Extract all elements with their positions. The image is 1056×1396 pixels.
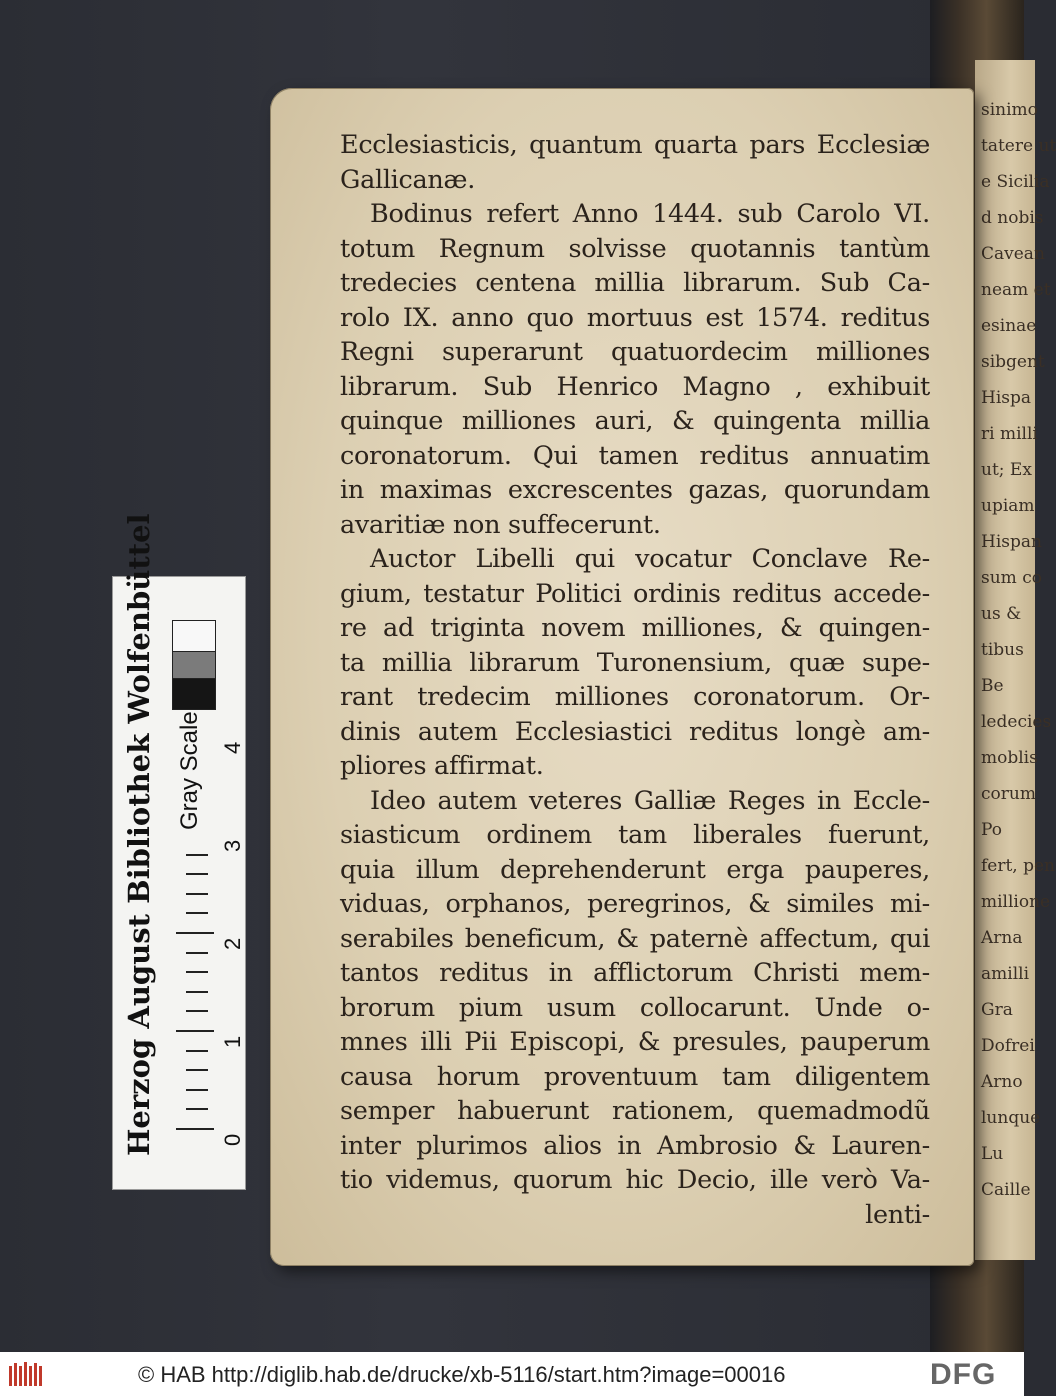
facing-page-fragment: amilli: [981, 964, 1030, 984]
gray-swatch-black: [172, 678, 216, 710]
text-line: quinque milliones auri, & quingenta millia: [340, 406, 930, 436]
facing-page-fragment: corum: [981, 784, 1036, 804]
text-line: gium, testatur Politici ordinis reditus accede-: [340, 578, 930, 609]
facing-page-fragment: Arno: [981, 1072, 1023, 1092]
facing-page-fragment: ut; Ex: [981, 460, 1032, 480]
ruler-tick: [176, 1128, 214, 1130]
facing-page-fragment: Be: [981, 676, 1004, 696]
facing-page-fragment: Cavean: [981, 244, 1045, 264]
ruler-number: 4: [220, 741, 245, 754]
facing-page-fragment: upiam: [981, 496, 1035, 516]
facing-page-fragment: sibgent: [981, 352, 1045, 372]
ruler-tick: [186, 893, 208, 895]
text-line: brorum pium usum collocarunt. Unde o-: [340, 992, 930, 1023]
facing-page-fragment: lunque: [981, 1108, 1041, 1128]
text-line: siasticum ordinem tam liberales fuerunt,: [340, 820, 930, 850]
text-line: Gallicanæ.: [340, 164, 476, 195]
text-line: Ecclesiasticis, quantum quarta pars Ecclesiæ: [340, 130, 930, 160]
facing-page-fragment: esinae: [981, 316, 1037, 336]
facing-page-fragment: tatere ut: [981, 136, 1056, 156]
footer-bar: [0, 1352, 1024, 1396]
text-line: inter plurimos alios in Ambrosio & Lauren-: [340, 1130, 930, 1161]
text-line: serabiles beneficum, & paternè affectum, qui: [340, 923, 930, 954]
text-line: coronatorum. Qui tamen reditus annuatim: [340, 440, 930, 471]
facing-page-fragment: Hispa: [981, 388, 1032, 408]
facing-page-fragment: tibus: [981, 640, 1024, 660]
text-line: quia illum deprehenderunt erga pauperes,: [340, 854, 930, 885]
ruler-tick: [186, 1089, 208, 1091]
text-line: causa horum proventuum tam diligentem: [340, 1061, 930, 1092]
facing-page-fragment: us &: [981, 604, 1022, 624]
ruler-number: 3: [220, 839, 245, 852]
text-line: librarum. Sub Henrico Magno , exhibuit: [340, 371, 930, 402]
ruler-tick: [186, 912, 208, 914]
text-line: Bodinus refert Anno 1444. sub Carolo VI.: [370, 199, 930, 229]
text-line: re ad triginta novem milliones, & quingen-: [340, 613, 930, 643]
facing-page-fragment: ledecies: [981, 712, 1052, 732]
facing-page: [975, 60, 1056, 1260]
copyright-url[interactable]: © HAB http://diglib.hab.de/drucke/xb-5116/start.htm?image=00016: [138, 1362, 786, 1387]
text-line: rant tredecim milliones coronatorum. Or-: [340, 682, 930, 712]
text-line: totum Regnum solvisse quotannis tantùm: [340, 233, 930, 264]
text-line: Auctor Libelli qui vocatur Conclave Re-: [370, 544, 930, 574]
facing-page-fragment: Hispan: [981, 532, 1042, 552]
facing-page-fragment: moblis: [981, 748, 1038, 768]
ruler-tick: [186, 952, 208, 954]
text-line: pliores affirmat.: [340, 751, 544, 781]
facing-page-fragment: Arna: [981, 928, 1023, 948]
text-line: tantos reditus in afflictorum Christi mem-: [340, 958, 930, 988]
gray-swatch-white: [172, 620, 216, 652]
text-line: rolo IX. anno quo mortuus est 1574. reditus: [340, 302, 930, 333]
ruler-number: 1: [220, 1035, 245, 1048]
ruler-tick: [186, 1108, 208, 1110]
ruler-number: 2: [220, 937, 245, 950]
dfg-logo: DFG: [930, 1358, 997, 1391]
ruler-number: 0: [220, 1133, 245, 1146]
ruler-tick: [186, 873, 208, 875]
ruler-tick: [186, 1050, 208, 1052]
facing-page-fragment: sinimo: [981, 100, 1038, 120]
facing-page-fragment: e Sicilia: [981, 172, 1050, 192]
page-text: [340, 128, 930, 1232]
ruler-tick: [176, 932, 214, 934]
ruler-tick: [186, 854, 208, 856]
catchword: lenti-: [865, 1199, 930, 1230]
library-logo-icon: [8, 1360, 44, 1388]
facing-page-fragment: Caille: [981, 1180, 1031, 1200]
gray-swatch-mid: [172, 651, 216, 679]
text-line: avaritiæ non suffecerunt.: [340, 509, 661, 540]
ruler-tick: [186, 1010, 208, 1012]
text-line: dinis autem Ecclesiastici reditus longè am-: [340, 716, 930, 747]
text-line: tio videmus, quorum hic Decio, ille verò Va-: [340, 1165, 930, 1195]
facing-page-fragment: neam et: [981, 280, 1051, 300]
ruler-tick: [176, 1030, 214, 1032]
facing-page-fragment: Po: [981, 820, 1002, 840]
facing-page-fragment: millione: [981, 892, 1051, 912]
facing-page-fragment: Gra: [981, 1000, 1013, 1020]
text-line: viduas, orphanos, peregrinos, & similes mi-: [340, 889, 930, 919]
text-line: Ideo autem veteres Galliæ Reges in Eccle-: [370, 785, 930, 816]
text-line: in maximas excrescentes gazas, quorundam: [340, 475, 930, 505]
ruler-tick: [186, 971, 208, 973]
facing-page-fragment: fert, pen: [981, 856, 1056, 876]
scale-card-institution: Herzog August Bibliothek Wolfenbüttel: [122, 513, 156, 1156]
ruler-tick: [186, 991, 208, 993]
text-line: mnes illi Pii Episcopi, & presules, pauperum: [340, 1027, 930, 1057]
scale-card-label: Gray Scale: [176, 711, 203, 830]
text-line: semper habuerunt rationem, quemadmodũ: [340, 1096, 930, 1126]
facing-page-fragment: sum co: [981, 568, 1042, 588]
ruler-tick: [186, 1069, 208, 1071]
text-line: Regni superarunt quatuordecim milliones: [340, 337, 930, 367]
facing-page-fragment: Lu: [981, 1144, 1004, 1164]
facing-page-fragment: ri milli: [981, 424, 1038, 444]
text-line: tredecies centena millia librarum. Sub Ca-: [340, 268, 930, 298]
text-line: ta millia librarum Turonensium, quæ supe-: [340, 647, 930, 678]
facing-page-fragment: Dofrei: [981, 1036, 1035, 1056]
facing-page-fragment: d nobis: [981, 208, 1044, 228]
